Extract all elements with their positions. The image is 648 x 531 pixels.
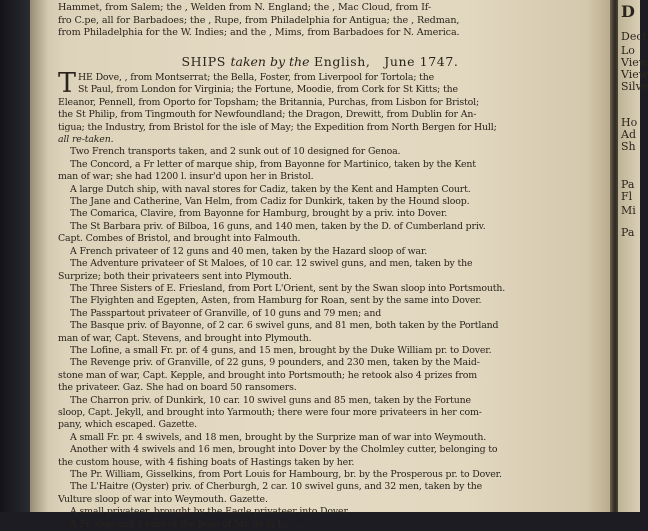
section-heading (30, 54, 610, 69)
text-line: The Adventure privateer of St Maloes, of 10 car. 12 swivel guns, and men, taken by the (70, 258, 473, 270)
text-line: The Pr. William, Gisselkins, from Port Louis for Hambourg, br. by the Prosperous pr. to Dover. (70, 469, 502, 480)
text-line: The Lofine, a small Fr. pr. of 4 guns, and 15 men, brought by the Duke William pr. to Dover. (70, 344, 492, 356)
text-line: Two French transports taken, and 2 sunk out of 10 designed for Genoa. (70, 146, 401, 158)
previous-section-lines (58, 2, 598, 40)
heading-rest: English, (314, 54, 371, 69)
adjacent-page-fragment: View (621, 56, 648, 69)
adjacent-page-fragment: Silve (621, 80, 648, 93)
adjacent-page-fragment: Decl (621, 30, 647, 43)
adjacent-page-fragment: Pa (621, 226, 635, 239)
heading-caps: SHIPS (181, 54, 226, 69)
text-line: HE Dove, , from Montserrat; the Bella, Foster, from Liverpool for Tortola; the (78, 72, 435, 83)
heading-italic: taken by the (230, 54, 310, 69)
heading-date: June 1747. (384, 54, 459, 69)
adjacent-page-fragment: Fl (621, 190, 633, 203)
text-line: A French privateer of 12 guns and 40 men, taken by the Hazard sloop of war. (70, 245, 428, 257)
text-line: The Passpartout privateer of Granville, of 10 guns and 79 men; and (70, 307, 382, 319)
text-line: all re-taken. (58, 134, 114, 146)
text-line: The Revenge priv. of Granville, of 22 guns, 9 pounders, and 230 men, taken by the Maid- (70, 357, 480, 369)
text-line: Another with 4 swivels and 16 men, brought into Dover by the Cholmley cutter, belonging to (70, 444, 498, 456)
adjacent-page-edge (618, 0, 648, 512)
adjacent-page-fragment: Ho (621, 116, 638, 129)
text-line: the custom house, with 4 fishing boats of Hastings taken by her. (58, 456, 355, 468)
text-line: The Concord, a Fr letter of marque ship, from Bayonne for Martinico, taken by the Kent (70, 158, 476, 170)
article-body (58, 68, 603, 531)
book-gutter (610, 0, 618, 512)
text-line: A small Fr. pr. 4 swivels, and 18 men, brought by the Surprize man of war into Weymouth. (70, 431, 487, 443)
text-line: The L'Haitre (Oyster) priv. of Cherburgh, 2 car. 10 swivel guns, and 32 men, taken by the (70, 481, 482, 493)
page-edge-shadow (30, 0, 48, 512)
adjacent-page-fragment: Mi (621, 204, 636, 217)
text-line: Vulture sloop of war into Weymouth. Gazette. (58, 493, 268, 505)
text-line: The Three Sisters of E. Friesland, from Port L'Orient, sent by the Swan sloop into Portsmouth. (70, 282, 506, 294)
adjacent-page-fragment: Pa (621, 178, 635, 191)
text-line: A small privateer, brought by the Eagle privateer into Dover. (70, 506, 350, 518)
text-line: the St Philip, from Tingmouth for Newfoundland; the Dragon, Drewitt, from Dublin for An- (58, 109, 477, 121)
text-line: The Comarica, Clavire, from Bayonne for Hamburg, brought by a priv. into Dover. (70, 208, 448, 220)
adjacent-page-fragment: Sh (621, 140, 636, 153)
text-line: Eleanor, Pennell, from Oporto for Topsham; the Britannia, Purchas, from Lisbon for Bristol; (58, 96, 479, 108)
text-line: St Paul, from London for Virginia; the Fortune, Moodie, from Cork for St Kitts; the (78, 84, 458, 96)
text-line: A Fr. ship and 2 tons of the Bose of Mr. de la L... ... (70, 518, 304, 530)
text-line: Surprize; both their privateers sent into Plymouth. (58, 270, 292, 282)
adjacent-page-fragment: D (621, 2, 635, 21)
dark-background-left (0, 0, 30, 512)
text-line: Capt. Combes of Bristol, and brought into Falmouth. (58, 233, 301, 245)
text-line: A large Dutch ship, with naval stores for Cadiz, taken by the Kent and Hampten Court. (70, 183, 471, 195)
text-line: fro C.pe, all for Barbadoes; the , Rupe, from Philadelphia for Antigua; the , Redman, (58, 14, 460, 26)
adjacent-page-fragment: Lo (621, 44, 635, 57)
drop-cap: T (58, 68, 77, 99)
text-line: man of war, Capt. Stevens, and brought into Plymouth. (58, 332, 312, 344)
text-line: Hammet, from Salem; the , Welden from N. England; the , Mac Cloud, from If- (58, 2, 432, 13)
text-line: The Flyighten and Egepten, Asten, from Hamburg for Roan, sent by the same into Dover. (70, 295, 482, 307)
ship-capture-entries (58, 146, 603, 531)
text-line: The Jane and Catherine, Van Helm, from Cadiz for Dunkirk, taken by the Hound sloop. (70, 196, 470, 208)
text-line: man of war; she had 1200 l. insur'd upon her in Bristol. (58, 171, 314, 183)
text-line: stone man of war, Capt. Kepple, and brought into Portsmouth; he retook also 4 prizes from (58, 369, 478, 381)
adjacent-page-fragment: Ad (621, 128, 636, 141)
adjacent-page-fragment: View (621, 68, 648, 81)
text-line: The Basque priv. of Bayonne, of 2 car. 6 swivel guns, and 81 men, both taken by the Portland (70, 320, 499, 332)
text-line: The St Barbara priv. of Bilboa, 16 guns, and 140 men, taken by the D. of Cumberland priv. (70, 220, 486, 232)
text-line: from Philadelphia for the W. Indies; and the , Mims, from Barbadoes for N. America. (58, 27, 460, 38)
text-line: pany, which escaped. Gazette. (58, 419, 197, 431)
newspaper-page (30, 0, 610, 530)
text-line: tigua; the Industry, from Bristol for the isle of May; the Expedition from North Bergen for Hull; (58, 121, 497, 133)
text-line: sloop, Capt. Jekyll, and brought into Yarmouth; there were four more privateers in her com- (58, 406, 482, 418)
text-line: The Charron priv. of Dunkirk, 10 car. 10 swivel guns and 85 men, taken by the Fortune (70, 394, 471, 406)
first-paragraph (58, 68, 603, 146)
text-line: the privateer. Gaz. She had on board 50 ransomers. (58, 382, 297, 394)
